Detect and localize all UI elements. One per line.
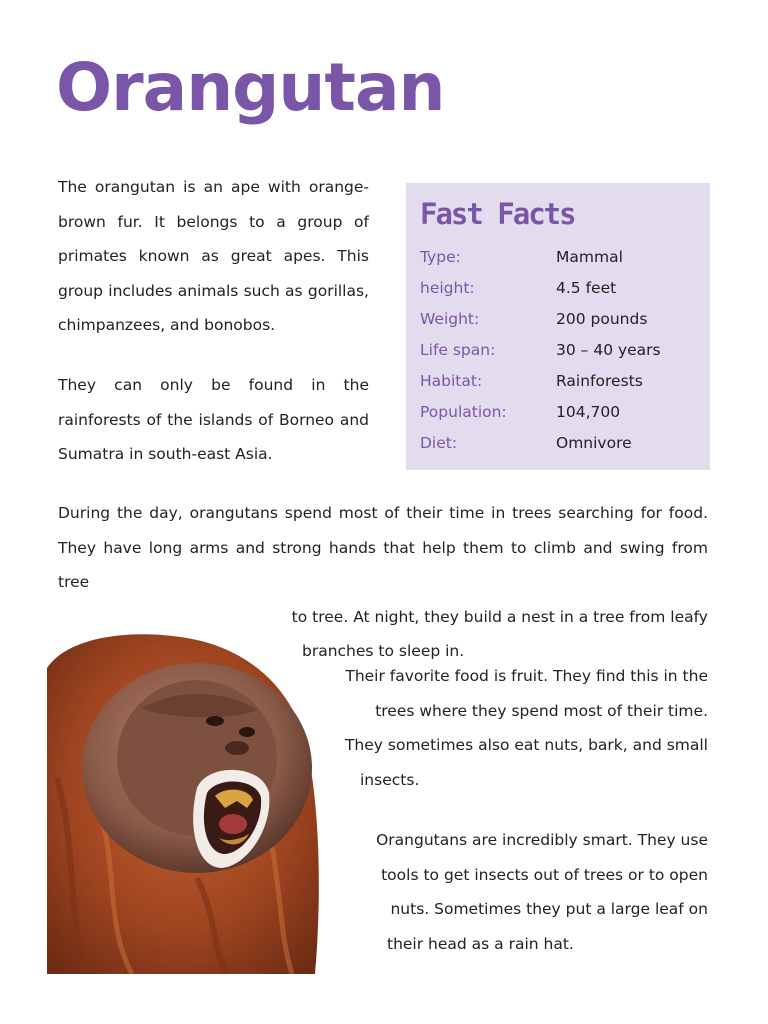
smart-line: Orangutans are incredibly smart. They use xyxy=(376,831,708,849)
fact-value: Rainforests xyxy=(556,372,643,390)
fact-row-diet xyxy=(420,428,705,459)
intro-paragraph-1: The orangutan is an ape with orange-brown fur. It belongs to a group of primates known as great apes. This group includes animals such as gorillas, chimpanzees, and bonobos. xyxy=(58,178,369,335)
fact-row-habitat xyxy=(420,366,705,397)
fact-label: Diet: xyxy=(420,434,458,452)
fact-value: Mammal xyxy=(556,248,623,266)
intro-paragraph-2: They can only be found in the rainforests of the islands of Borneo and Sumatra in south-east Asia. xyxy=(58,376,369,464)
day-line: During the day, orangutans spend most of their time in trees searching for food. xyxy=(58,504,708,522)
fact-value: 30 – 40 years xyxy=(556,341,661,359)
day-line: They have long arms and strong hands that help them to climb and swing from tree xyxy=(58,538,708,592)
fact-label: Life span: xyxy=(420,341,496,359)
fact-row-life-span xyxy=(420,335,705,366)
smart-paragraph xyxy=(370,823,708,961)
fact-label: Habitat: xyxy=(420,372,483,390)
fast-facts-box xyxy=(406,183,710,470)
fact-value: 4.5 feet xyxy=(556,279,617,297)
fact-value: Omnivore xyxy=(556,434,632,452)
fact-row-population xyxy=(420,397,705,428)
fact-row-type xyxy=(420,242,705,273)
fact-label: Weight: xyxy=(420,310,480,328)
fast-facts-title: Fast Facts xyxy=(420,197,575,231)
fact-value: 104,700 xyxy=(556,403,621,421)
fact-label: Type: xyxy=(420,248,461,266)
fact-value: 200 pounds xyxy=(556,310,648,328)
food-paragraph xyxy=(330,659,708,797)
orangutan-photo xyxy=(47,628,320,974)
food-line: insects. xyxy=(360,770,420,789)
fact-row-weight xyxy=(420,304,705,335)
page-title: Orangutan xyxy=(56,49,445,126)
food-line: trees where they spend most of their time. xyxy=(375,701,708,720)
food-line: Their favorite food is fruit. They find this in the xyxy=(345,667,708,685)
fact-row-height xyxy=(420,273,705,304)
day-line: to tree. At night, they build a nest in a tree from leafy xyxy=(291,607,708,626)
smart-line: nuts. Sometimes they put a large leaf on xyxy=(390,900,708,919)
fact-label: Population: xyxy=(420,403,507,421)
smart-line: tools to get insects out of trees or to open xyxy=(381,865,708,884)
smart-line: their head as a rain hat. xyxy=(387,934,574,953)
fact-label: height: xyxy=(420,279,475,297)
day-line: branches to sleep in. xyxy=(302,642,465,661)
food-line: They sometimes also eat nuts, bark, and small xyxy=(344,736,708,755)
